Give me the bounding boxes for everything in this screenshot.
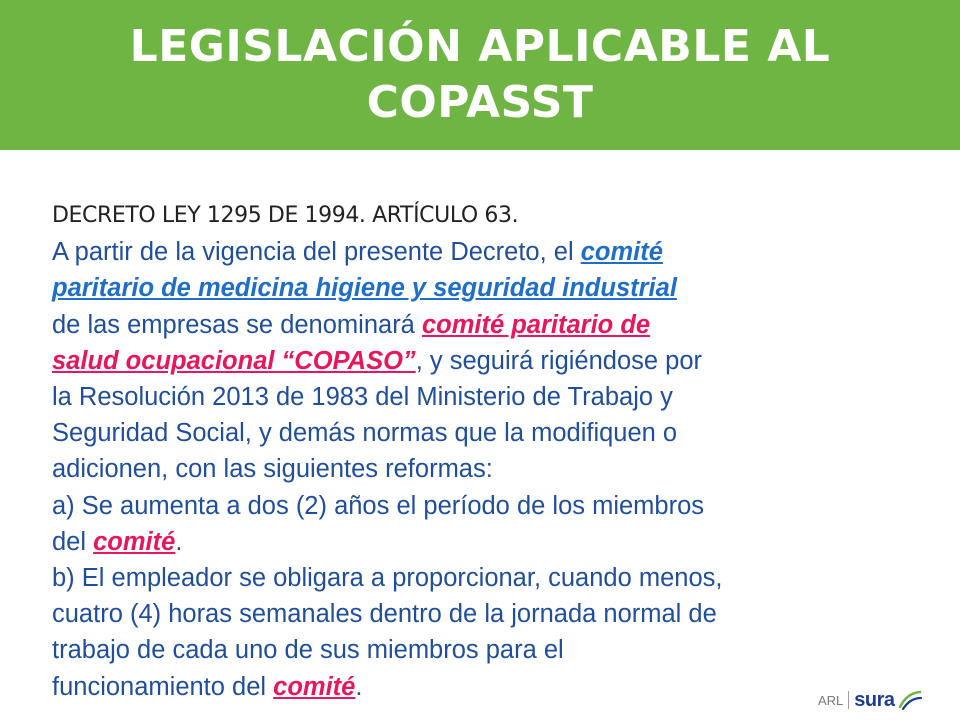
logo-divider <box>848 691 849 709</box>
body-line-11: cuatro (4) horas semanales dentro de la jornada normal de <box>52 600 717 629</box>
body-text: A partir de la vigencia del presente Decreto, el <box>52 238 581 267</box>
sura-swoosh-icon <box>897 689 923 711</box>
decree-heading: DECRETO LEY 1295 DE 1994. ARTÍCULO 63. <box>52 203 519 228</box>
body-text: . <box>355 672 363 701</box>
logo-brand-text: sura <box>854 688 895 711</box>
body-line-3 <box>52 307 912 343</box>
arl-sura-logo <box>818 686 923 714</box>
highlight-term: comité <box>273 672 356 701</box>
highlight-term: salud ocupacional “COPASO” <box>52 346 416 375</box>
body-line-7: adicionen, con las siguientes reformas: <box>52 455 493 484</box>
slide-title-line-2: COPASST <box>366 77 594 128</box>
slide-body <box>52 198 912 705</box>
body-line-8: a) Se aumenta a dos (2) años el período de los miembros <box>52 491 705 520</box>
logo-arl-text: ARL <box>818 692 844 708</box>
body-line-2 <box>52 270 912 306</box>
body-text: de las empresas se denominará <box>52 310 422 339</box>
highlight-term: comité <box>580 238 663 267</box>
body-line-12: trabajo de cada uno de sus miembros para el <box>52 636 564 665</box>
highlight-term: comité paritario de <box>421 310 651 339</box>
body-line-13 <box>52 669 912 705</box>
slide-title-line-1: LEGISLACIÓN APLICABLE AL <box>129 21 831 72</box>
body-text: del <box>52 527 94 556</box>
body-line-6: Seguridad Social, y demás normas que la modifiquen o <box>52 419 678 448</box>
body-line-1 <box>52 234 912 270</box>
body-text: , y seguirá rigiéndose por <box>415 346 703 375</box>
body-text: . <box>175 527 183 556</box>
body-line-4 <box>52 343 912 379</box>
highlight-term: comité <box>93 527 176 556</box>
body-line-9 <box>52 524 912 560</box>
highlight-term: paritario de medicina higiene y seguridad industrial <box>52 274 677 303</box>
body-line-5: la Resolución 2013 de 1983 del Ministerio de Trabajo y <box>52 383 673 412</box>
slide-header <box>0 0 960 150</box>
body-text: funcionamiento del <box>52 672 274 701</box>
body-line-10: b) El empleador se obligara a proporcionar, cuando menos, <box>52 564 723 593</box>
